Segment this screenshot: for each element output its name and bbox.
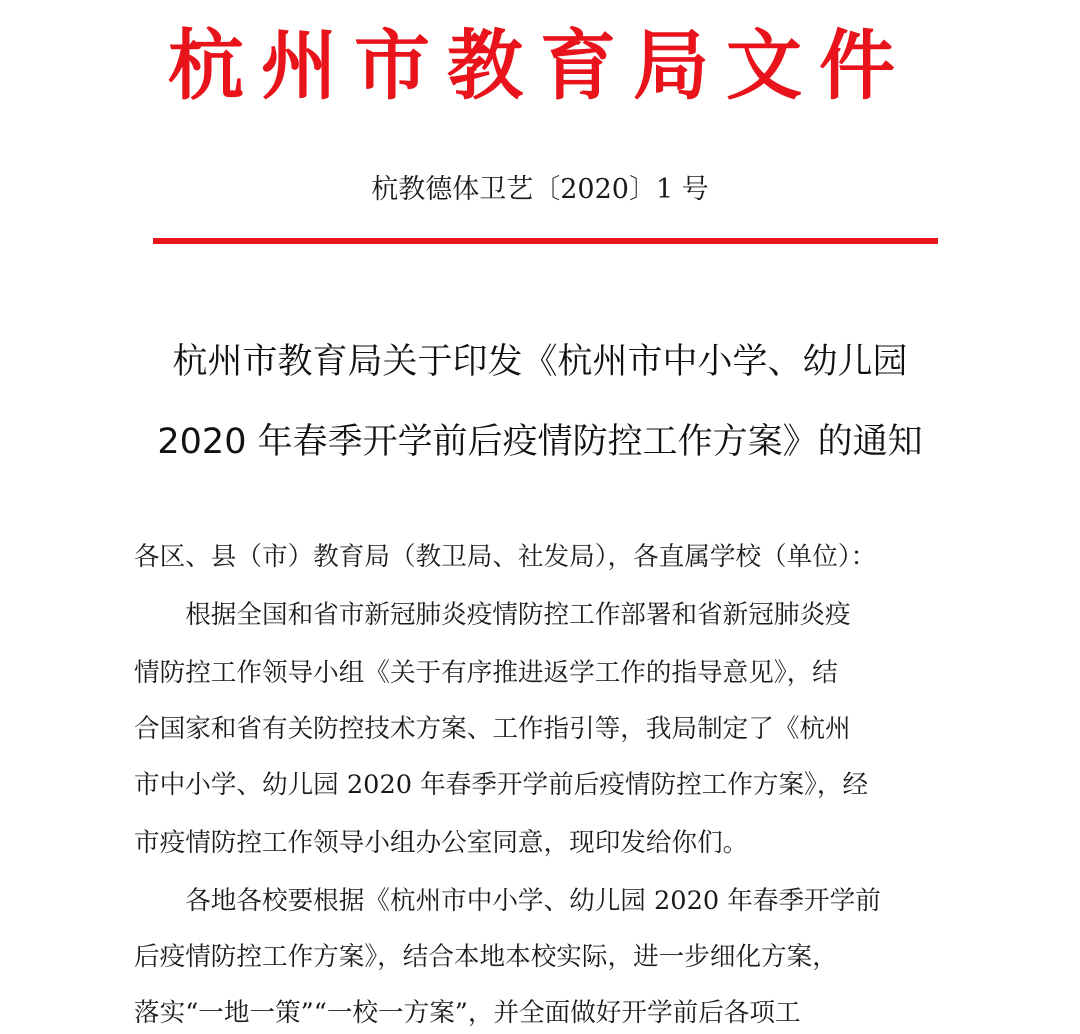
document-number: 杭教德体卫艺〔2020〕1 号 — [371, 174, 709, 205]
body-text-line: 合国家和省有关防控技术方案、工作指引等，我局制定了《杭州 — [134, 714, 851, 744]
document-masthead: 杭州市教育局文件 — [168, 21, 912, 110]
body-text-line: 落实“一地一策”“一校一方案”，并全面做好开学前后各项工 — [134, 998, 801, 1028]
body-text-line: 情防控工作领导小组《关于有序推进返学工作的指导意见》，结 — [134, 658, 838, 688]
document-title-line-1: 杭州市教育局关于印发《杭州市中小学、幼儿园 — [172, 342, 908, 382]
document-title-line-2: 2020 年春季开学前后疫情防控工作方案》的通知 — [157, 422, 923, 462]
body-text-line: 根据全国和省市新冠肺炎疫情防控工作部署和省新冠肺炎疫 — [134, 600, 851, 630]
body-text-line: 市中小学、幼儿园 2020 年春季开学前后疫情防控工作方案》，经 — [134, 770, 869, 800]
body-text-line: 市疫情防控工作领导小组办公室同意，现印发给你们。 — [134, 828, 749, 858]
body-text-line: 各地各校要根据《杭州市中小学、幼儿园 2020 年春季开学前 — [134, 886, 881, 916]
red-divider-rule — [153, 238, 938, 244]
body-text-line: 各区、县（市）教育局（教卫局、社发局），各直属学校（单位）： — [134, 542, 877, 572]
body-text-line: 后疫情防控工作方案》，结合本地本校实际，进一步细化方案， — [134, 942, 838, 972]
